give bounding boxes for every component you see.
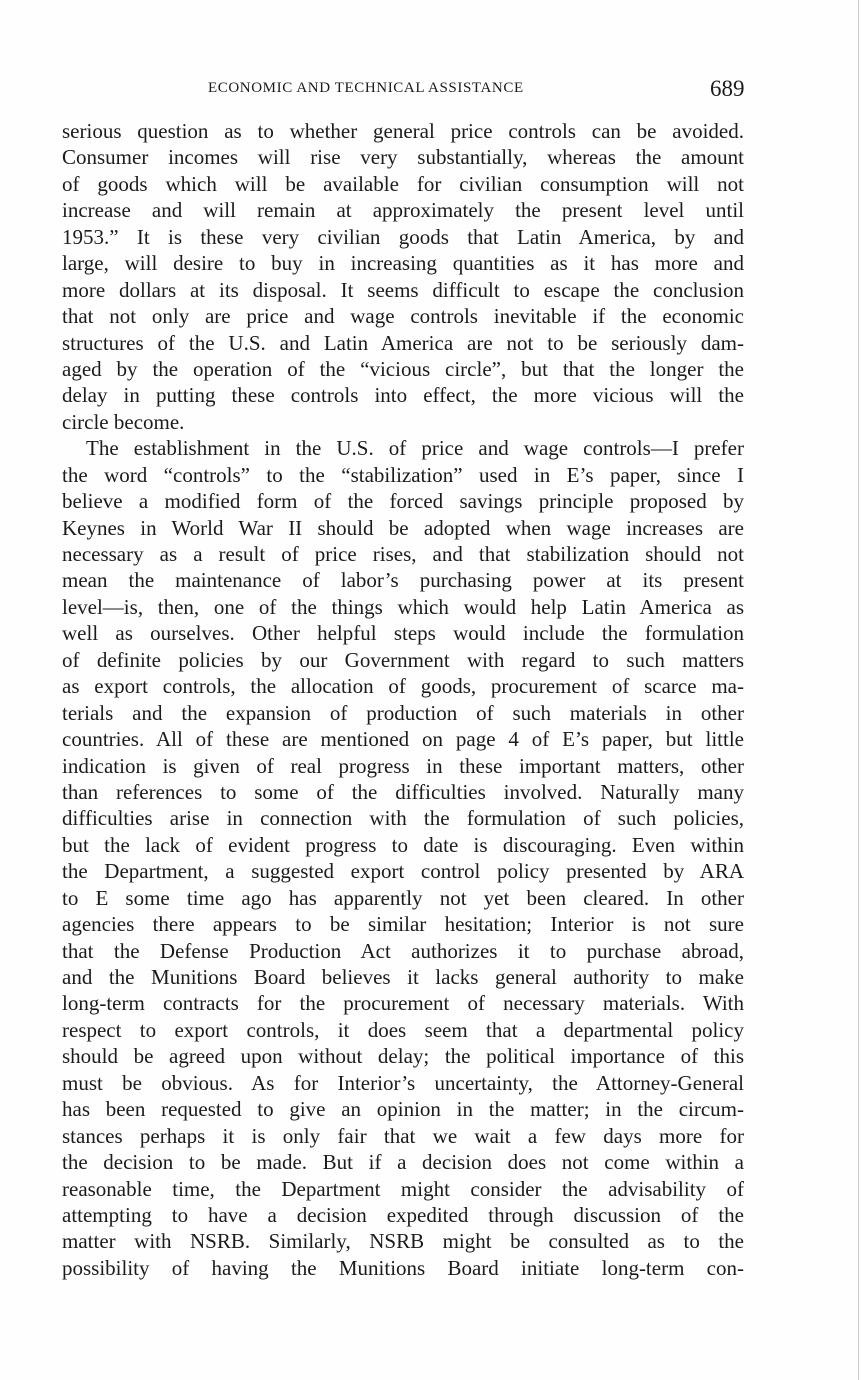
text-line: delay in putting these controls into effect, the more vicious will the <box>62 383 744 408</box>
text-line: stances perhaps it is only fair that we wait a few days more for <box>62 1123 744 1148</box>
text-line: The establishment in the U.S. of price and wage controls—I prefer <box>86 436 744 461</box>
text-line: terials and the expansion of production of such materials in other <box>62 700 744 725</box>
text-line: aged by the operation of the “vicious circle”, but that the longer the <box>62 356 744 381</box>
text-line: well as ourselves. Other helpful steps would include the formulation <box>62 621 744 646</box>
text-line: the word “controls” to the “stabilization” used in E’s paper, since I <box>62 462 744 487</box>
text-line: mean the maintenance of labor’s purchasing power at its present <box>62 568 744 593</box>
page-number: 689 <box>710 76 745 101</box>
text-line: long-term contracts for the procurement of necessary materials. With <box>62 991 744 1016</box>
text-line: must be obvious. As for Interior’s uncertainty, the Attorney-General <box>62 1070 744 1095</box>
text-line: that not only are price and wage controls inevitable if the economic <box>62 304 744 329</box>
text-line: level—is, then, one of the things which would help Latin America as <box>62 594 744 619</box>
text-line: that the Defense Production Act authorizes it to purchase abroad, <box>62 938 744 963</box>
text-line: difficulties arise in connection with the formulation of such policies, <box>62 806 744 831</box>
text-line: countries. All of these are mentioned on page 4 of E’s paper, but little <box>62 727 744 752</box>
text-line: agencies there appears to be similar hesitation; Interior is not sure <box>62 912 744 937</box>
text-line: and the Munitions Board believes it lacks general authority to make <box>62 965 744 989</box>
body-text <box>62 118 744 1281</box>
text-line: reasonable time, the Department might consider the advisability of <box>62 1176 744 1201</box>
text-line: Consumer incomes will rise very substantially, whereas the amount <box>62 145 744 170</box>
page-edge-line <box>858 0 859 1380</box>
text-line: 1953.” It is these very civilian goods that Latin America, by and <box>62 224 744 249</box>
text-line: should be agreed upon without delay; the political importance of this <box>62 1044 744 1069</box>
text-line: believe a modified form of the forced savings principle proposed by <box>62 489 744 514</box>
text-line: has been requested to give an opinion in the matter; in the circum- <box>62 1097 744 1122</box>
text-line: the decision to be made. But if a decision does not come within a <box>62 1150 744 1175</box>
text-line: of goods which will be available for civilian consumption will not <box>62 171 744 196</box>
text-line: attempting to have a decision expedited through discussion of the <box>62 1202 744 1227</box>
running-header <box>0 76 861 106</box>
text-line: serious question as to whether general price controls can be avoided. <box>62 119 744 143</box>
text-line: but the lack of evident progress to date is discouraging. Even within <box>62 832 744 857</box>
text-line: necessary as a result of price rises, and that stabilization should not <box>62 542 744 566</box>
text-line: increase and will remain at approximately the present level until <box>62 198 744 223</box>
text-line: as export controls, the allocation of goods, procurement of scarce ma- <box>62 674 744 699</box>
text-line: respect to export controls, it does seem that a departmental policy <box>62 1017 744 1042</box>
text-line: structures of the U.S. and Latin America are not to be seriously dam- <box>62 330 744 355</box>
text-line: possibility of having the Munitions Board initiate long-term con- <box>62 1255 744 1280</box>
text-line: large, will desire to buy in increasing quantities as it has more and <box>62 251 744 276</box>
text-line: more dollars at its disposal. It seems difficult to escape the conclusion <box>62 277 744 302</box>
text-line: the Department, a suggested export control policy presented by ARA <box>62 859 744 884</box>
text-line: indication is given of real progress in these important matters, other <box>62 753 744 778</box>
text-line: matter with NSRB. Similarly, NSRB might be consulted as to the <box>62 1229 744 1254</box>
text-line: Keynes in World War II should be adopted when wage increases are <box>62 515 744 540</box>
text-line: of definite policies by our Government with regard to such matters <box>62 647 744 672</box>
text-line: than references to some of the difficulties involved. Naturally many <box>62 779 744 804</box>
text-line: to E some time ago has apparently not yet been cleared. In other <box>62 885 744 910</box>
running-title: ECONOMIC AND TECHNICAL ASSISTANCE <box>208 80 524 96</box>
text-line: circle become. <box>62 409 185 434</box>
